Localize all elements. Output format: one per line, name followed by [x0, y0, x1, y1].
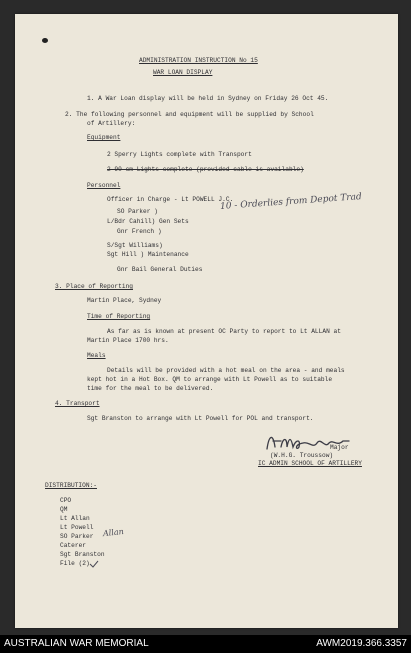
- personnel-5: S/Sgt Williams): [107, 242, 163, 249]
- distribution-item: Sgt Branston: [60, 551, 105, 558]
- distribution-item: File (2): [60, 560, 90, 567]
- section-3-heading: 3. Place of Reporting: [55, 283, 133, 290]
- handwritten-note-allan: Allan: [102, 526, 125, 539]
- section-4-heading: 4. Transport: [55, 400, 100, 407]
- section-3-text: Martin Place, Sydney: [87, 297, 162, 304]
- distribution-item: CPO: [60, 497, 72, 504]
- personnel-6: Sgt Hill ) Maintenance: [107, 251, 189, 258]
- time-heading: Time of Reporting: [87, 313, 151, 320]
- personnel-1: Officer in Charge - Lt POWELL J.C.: [107, 196, 234, 203]
- document-title: ADMINISTRATION INSTRUCTION No 15: [139, 57, 258, 64]
- paragraph-2-line1: 2. The following personnel and equipment will be supplied by School: [65, 111, 314, 118]
- equipment-item-2: 2 90 cm Lights complete (provided cable is available): [107, 166, 304, 173]
- meals-line-2: kept hot in a Hot Box. QM to arrange with Lt Powell as to suitable: [87, 376, 333, 383]
- footer-institution: AUSTRALIAN WAR MEMORIAL: [4, 638, 149, 649]
- paragraph-2-line2: of Artillery:: [87, 120, 136, 127]
- equipment-heading: Equipment: [87, 134, 121, 141]
- distribution-item: Caterer: [60, 542, 86, 549]
- distribution-heading: DISTRIBUTION:-: [45, 482, 97, 489]
- equipment-item-1: 2 Sperry Lights complete with Transport: [107, 151, 252, 158]
- handwritten-note-orderlies: 10 - Orderlies from Depot Trad: [219, 192, 363, 212]
- paragraph-1: 1. A War Loan display will be held in Sydney on Friday 26 Oct 45.: [87, 95, 329, 102]
- document-page: [15, 14, 398, 628]
- personnel-2: SO Parker ): [117, 208, 158, 215]
- meals-line-1: Details will be provided with a hot meal on the area - and meals: [107, 367, 345, 374]
- distribution-item: QM: [60, 506, 68, 513]
- personnel-heading: Personnel: [87, 182, 121, 189]
- section-4-text: Sgt Branston to arrange with Lt Powell for POL and transport.: [87, 415, 314, 422]
- punch-hole: [42, 38, 48, 43]
- tick-mark: [89, 560, 99, 568]
- personnel-4: Gnr French ): [117, 228, 162, 235]
- signature-rank: Major: [330, 444, 349, 451]
- signature-title: IC ADMIN SCHOOL OF ARTILLERY: [258, 460, 362, 467]
- document-subtitle: WAR LOAN DISPLAY: [153, 69, 213, 76]
- footer-bar: [0, 635, 411, 653]
- personnel-7: Gnr Bail General Duties: [117, 266, 203, 273]
- personnel-3: L/Bdr Cahill) Gen Sets: [107, 218, 189, 225]
- signature-name: (W.H.G. Troussow): [270, 452, 334, 459]
- distribution-item: SO Parker: [60, 533, 94, 540]
- distribution-item: Lt Powell: [60, 524, 94, 531]
- time-line-2: Martin Place 1700 hrs.: [87, 337, 169, 344]
- meals-heading: Meals: [87, 352, 106, 359]
- meals-line-3: time for the meal to be delivered.: [87, 385, 214, 392]
- footer-accession-number: AWM2019.366.3357: [316, 638, 407, 649]
- time-line-1: As far as is known at present OC Party to report to Lt ALLAN at: [107, 328, 341, 335]
- distribution-item: Lt Allan: [60, 515, 90, 522]
